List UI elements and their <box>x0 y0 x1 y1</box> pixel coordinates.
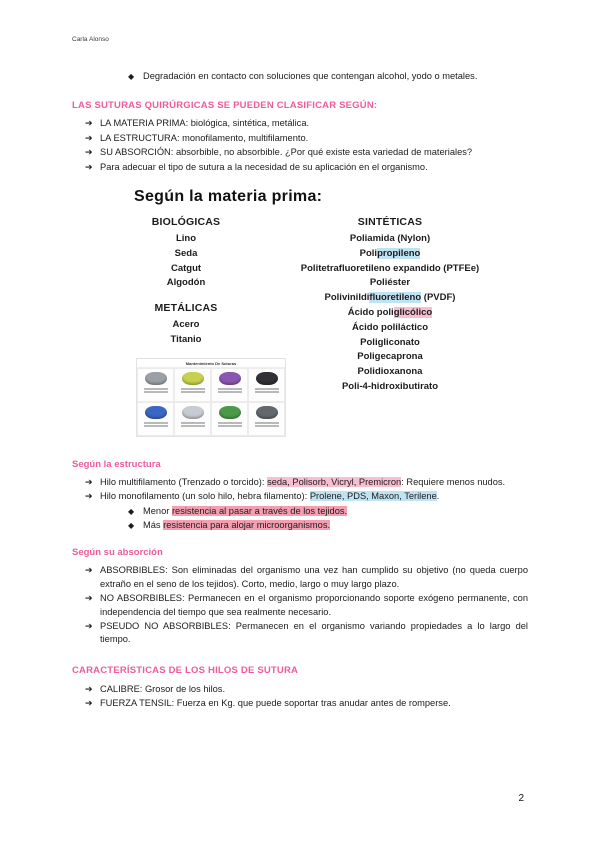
arrow-bullet-icon: ➔ <box>85 118 93 129</box>
materia-prima-columns <box>72 214 528 437</box>
list-item-text: Degradación en contacto con soluciones que contengan alcohol, yodo o metales. <box>143 71 478 81</box>
suture-sample-cell <box>137 368 174 402</box>
list-item <box>72 146 528 159</box>
diamond-bullet-icon: ◆ <box>128 506 135 516</box>
list-item <box>72 70 528 83</box>
section-heading-absorcion: Según su absorción <box>72 547 163 559</box>
arrow-bullet-icon: ➔ <box>85 147 93 158</box>
biologicas-group <box>110 214 262 291</box>
arrow-bullet-icon: ➔ <box>85 132 93 143</box>
author-name: Carla Alonso <box>72 36 109 43</box>
list-item: Polipropileno <box>359 247 421 259</box>
list-item: Acero <box>172 319 200 331</box>
section-heading-caracteristicas: CARACTERÍSTICAS DE LOS HILOS DE SUTURA <box>72 664 299 676</box>
list-item-text: PSEUDO NO ABSORBIBLES: Permanecen en el organismo variando propiedades a lo largo del tiempo. <box>100 621 528 645</box>
list-item: Lino <box>175 233 197 245</box>
figure-header-text: Mantenimiento De Suturas <box>137 359 285 368</box>
list-item: Poliéster <box>369 277 411 289</box>
list-item <box>72 592 528 619</box>
list-item: Titanio <box>170 334 202 346</box>
arrow-bullet-icon: ➔ <box>85 698 93 709</box>
list-item <box>72 132 528 145</box>
suture-sample-image <box>219 406 241 419</box>
list-item <box>72 161 528 174</box>
list-item: Polidioxanona <box>357 366 423 378</box>
suture-sample-image <box>182 372 204 385</box>
column-biologicas-metalicas <box>110 214 262 437</box>
list-item-text: LA MATERIA PRIMA: biológica, sintética, metálica. <box>100 118 310 129</box>
sample-caption-lines <box>218 387 242 393</box>
list-item-text: NO ABSORBIBLES: Permanecen en el organismo proporcionando soporte exógeno permanente, con independencia del tiempo que sea realmente necesario. <box>100 593 528 617</box>
list-item: Ácido poliláctico <box>351 321 428 333</box>
list-item-text: FUERZA TENSIL: Fuerza en Kg. que puede soportar tras anudar antes de romperse. <box>100 698 451 709</box>
list-item-text: LA ESTRUCTURA: monofilamento, multifilamento. <box>100 132 309 143</box>
sample-caption-lines <box>144 421 168 427</box>
arrow-bullet-icon: ➔ <box>85 476 93 487</box>
list-item: Polivinildifluoretileno (PVDF) <box>324 292 456 304</box>
suture-sample-image <box>145 372 167 385</box>
list-item-text: Menor resistencia al pasar a través de los tejidos. <box>143 505 348 516</box>
suture-sample-cell <box>211 402 248 436</box>
list-item <box>72 490 528 503</box>
suture-sample-cell <box>174 402 211 436</box>
list-item <box>72 505 528 518</box>
diamond-bullet-icon: ◆ <box>128 72 135 81</box>
list-item-text: SU ABSORCIÓN: absorbible, no absorbible. ¿Por qué existe esta variedad de materiales? <box>100 147 473 158</box>
figure-row <box>137 402 285 436</box>
section-heading-estructura: Según la estructura <box>72 458 161 470</box>
list-item <box>72 683 528 696</box>
diamond-bullet-icon: ◆ <box>128 521 135 531</box>
suture-sample-image <box>182 406 204 419</box>
biologicas-heading: BIOLÓGICAS <box>151 216 221 229</box>
list-item <box>72 620 528 647</box>
materia-prima-title: Según la materia prima: <box>134 188 323 206</box>
metalicas-heading: METÁLICAS <box>154 302 218 315</box>
list-item-text: Hilo monofilamento (un solo hilo, hebra filamento): Prolene, PDS, Maxon, Terilene. <box>100 491 440 502</box>
arrow-bullet-icon: ➔ <box>85 161 93 172</box>
suture-sample-cell <box>137 402 174 436</box>
list-item <box>72 519 528 532</box>
suture-sample-cell <box>211 368 248 402</box>
list-item-text: Para adecuar el tipo de sutura a la necesidad de su aplicación en el organismo. <box>100 161 428 172</box>
suture-samples-figure <box>136 358 286 437</box>
page-number: 2 <box>518 793 524 804</box>
list-item: Seda <box>174 247 198 259</box>
column-sinteticas <box>272 214 508 437</box>
section-heading-clasificacion: LAS SUTURAS QUIRÚRGICAS SE PUEDEN CLASIFICAR SEGÚN: <box>72 100 378 112</box>
arrow-bullet-icon: ➔ <box>85 621 93 632</box>
sinteticas-heading: SINTÉTICAS <box>357 216 423 229</box>
list-item <box>72 697 528 710</box>
arrow-bullet-icon: ➔ <box>85 491 93 502</box>
suture-sample-image <box>145 406 167 419</box>
list-item: Ácido poliglicólico <box>347 307 433 319</box>
list-item-text: Hilo multifilamento (Trenzado o torcido): seda, Polisorb, Vicryl, Premicron: Requiere menos nudos. <box>100 476 506 487</box>
sample-caption-lines <box>218 421 242 427</box>
list-item: Politetrafluoretileno expandido (PTFEe) <box>300 262 480 274</box>
list-item: Algodón <box>166 277 206 289</box>
list-item: Poliamida (Nylon) <box>349 233 431 245</box>
suture-sample-cell <box>174 368 211 402</box>
arrow-bullet-icon: ➔ <box>85 683 93 694</box>
list-item <box>72 564 528 591</box>
sample-caption-lines <box>144 387 168 393</box>
list-item: Poli-4-hidroxibutirato <box>341 381 439 392</box>
metalicas-group <box>110 300 262 348</box>
list-item <box>72 476 528 489</box>
list-item: Poligecaprona <box>357 351 423 363</box>
sample-caption-lines <box>181 421 205 427</box>
list-item-text: Más resistencia para alojar microorganismos. <box>143 520 331 531</box>
list-item: Poligliconato <box>360 336 420 348</box>
suture-sample-image <box>219 372 241 385</box>
arrow-bullet-icon: ➔ <box>85 593 93 604</box>
figure-row <box>137 368 285 402</box>
list-item-text: ABSORBIBLES: Son eliminadas del organismo una vez han cumplido su objetivo (no queda cuerpo extraño en el seno de los tejidos). Corto, medio, largo o muy largo plazo. <box>100 565 528 589</box>
list-item <box>72 117 528 130</box>
arrow-bullet-icon: ➔ <box>85 565 93 576</box>
sample-caption-lines <box>181 387 205 393</box>
list-item-text: CALIBRE: Grosor de los hilos. <box>100 683 226 694</box>
list-item: Catgut <box>170 262 202 274</box>
